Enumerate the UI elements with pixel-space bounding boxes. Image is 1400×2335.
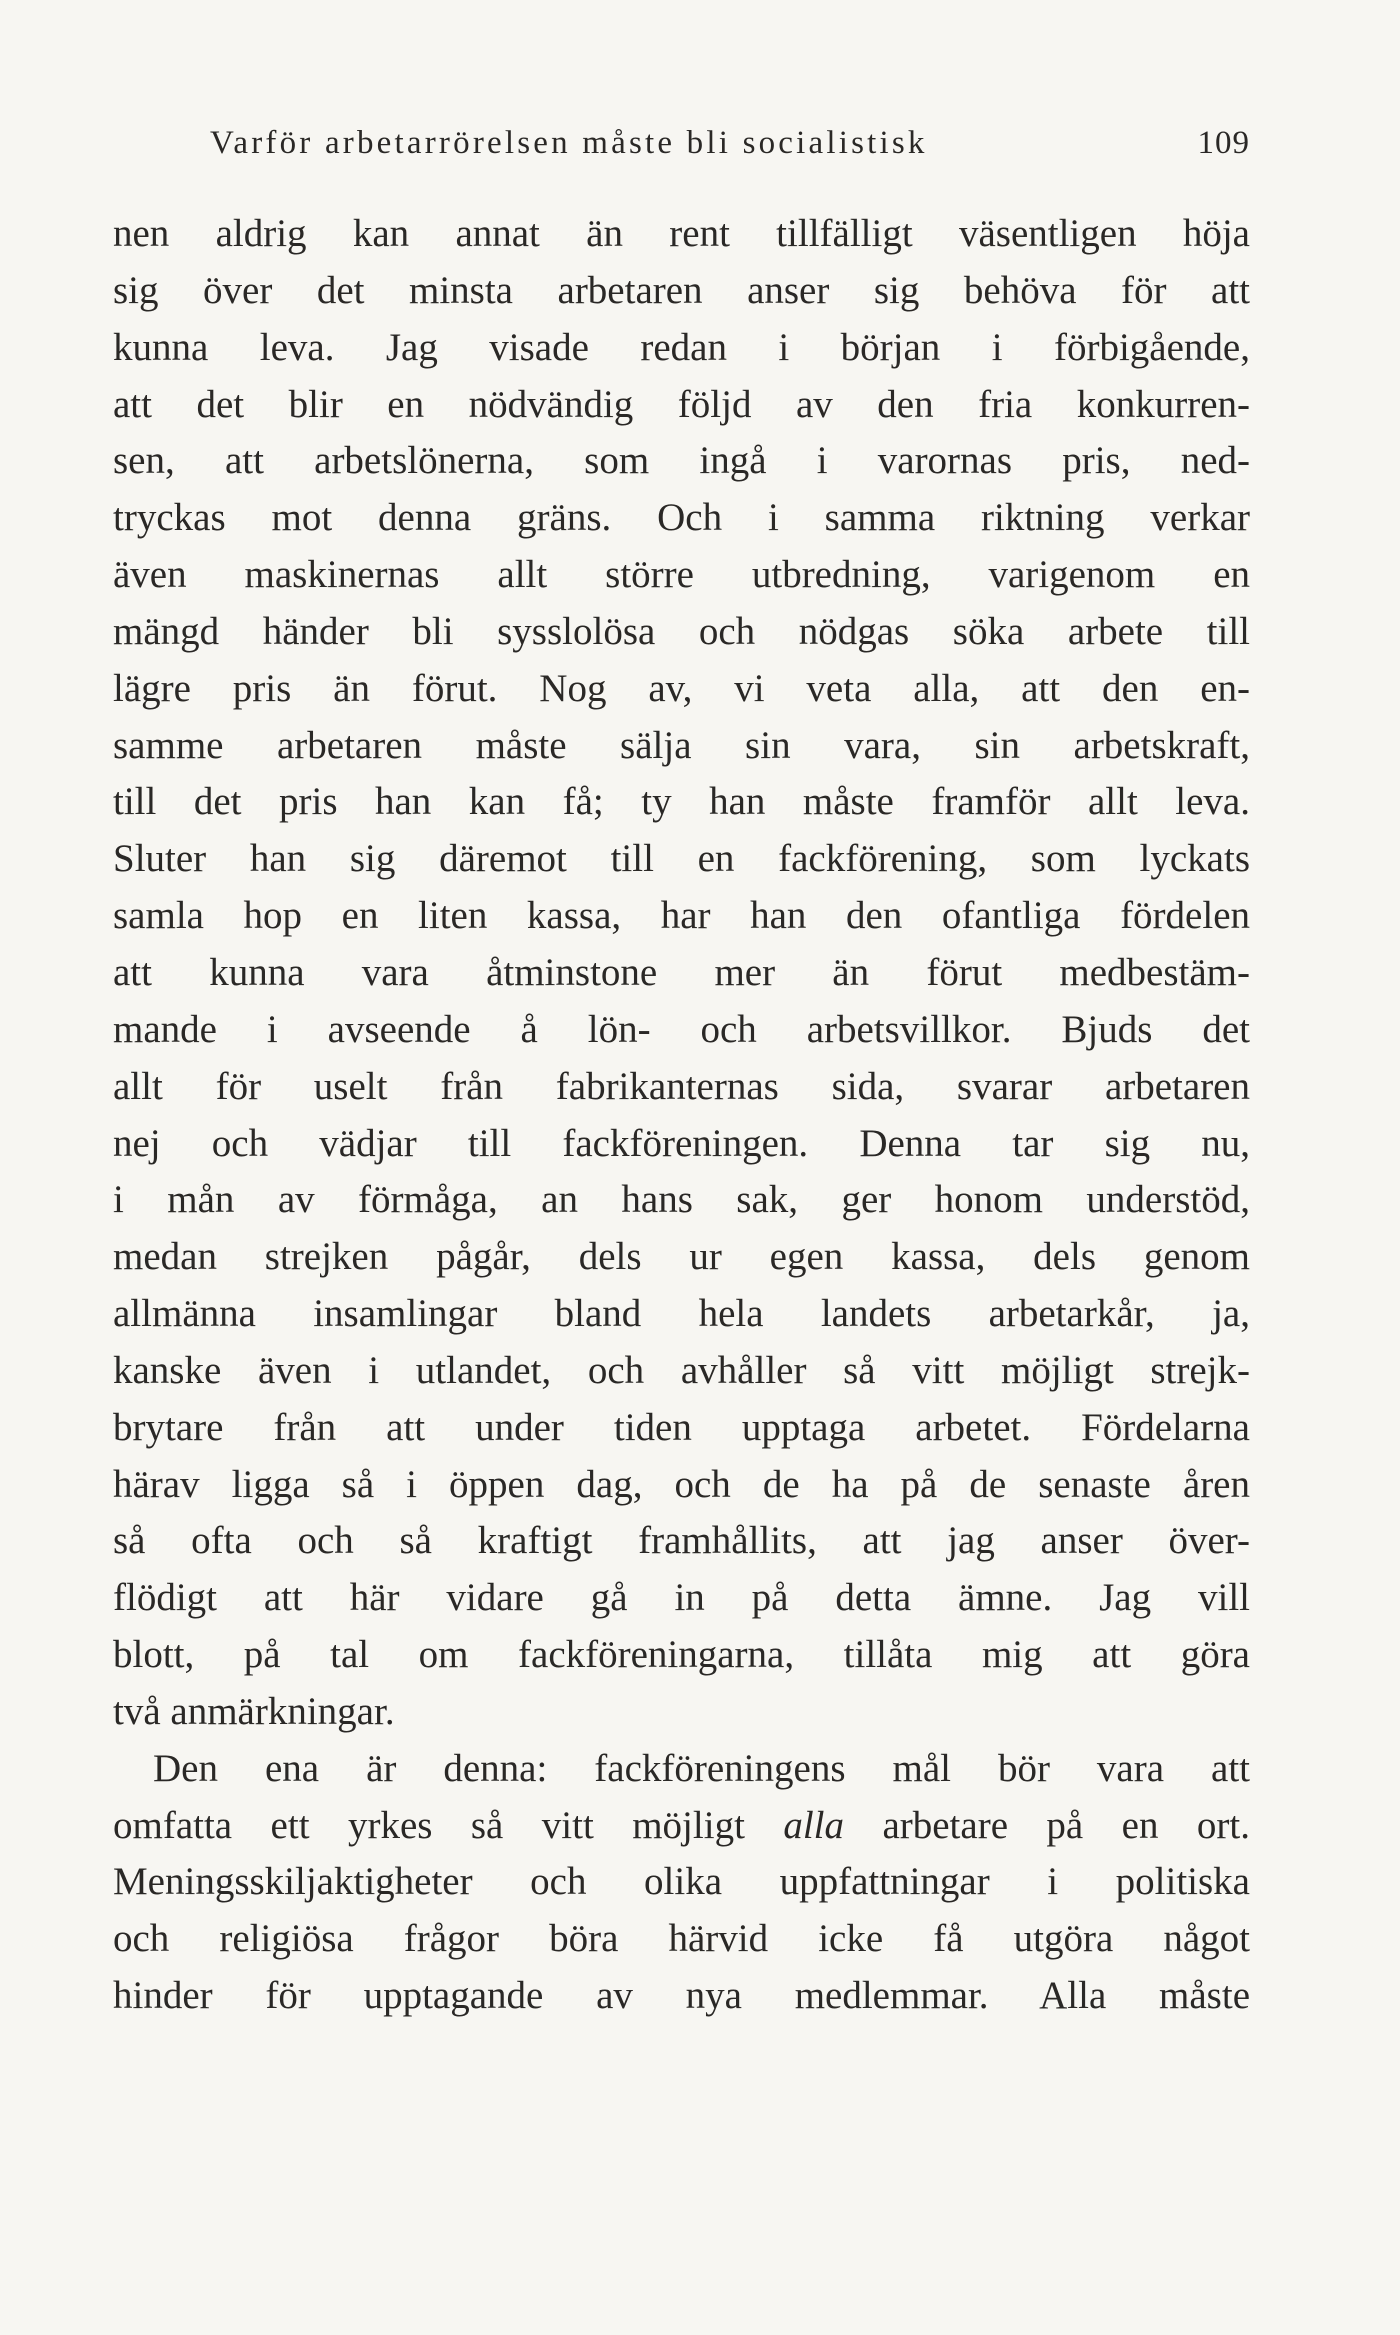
text-line: brytare från att under tiden upptaga arbetet. Fördelarna: [113, 1405, 1250, 1449]
text-line: Sluter han sig däremot till en fackförening, som lyckats: [113, 837, 1250, 881]
text-line: medan strejken pågår, dels ur egen kassa, dels genom: [113, 1235, 1250, 1279]
paragraph-start-line: Den ena är denna: fackföreningens mål bör vara att: [153, 1746, 1250, 1790]
text-line: Meningsskiljaktigheter och olika uppfattningar i politiska: [113, 1860, 1250, 1904]
text-line: att det blir en nödvändig följd av den fria konkurren-: [113, 382, 1250, 426]
text-line: flödigt att här vidare gå in på detta ämne. Jag vill: [113, 1576, 1250, 1620]
text-line: till det pris han kan få; ty han måste framför allt leva.: [113, 780, 1250, 824]
text-line: samla hop en liten kassa, har han den ofantliga fördelen: [113, 894, 1250, 938]
text-segment: arbetare på en ort.: [882, 1803, 1250, 1847]
text-line: mängd händer bli sysslolösa och nödgas söka arbete till: [113, 609, 1250, 653]
text-line: sig över det minsta arbetaren anser sig behöva för att: [113, 268, 1250, 312]
running-header: [210, 125, 1250, 185]
text-line: så ofta och så kraftigt framhållits, att jag anser över-: [113, 1519, 1250, 1563]
text-line: hinder för upptagande av nya medlemmar. Alla måste: [113, 1974, 1250, 2018]
text-line: allt för uselt från fabrikanternas sida, svarar arbetaren: [113, 1064, 1250, 1108]
body-text: [113, 206, 1250, 2025]
text-line: nen aldrig kan annat än rent tillfälligt väsentligen höja: [113, 212, 1250, 255]
text-line: och religiösa frågor böra härvid icke få utgöra något: [113, 1917, 1250, 1961]
text-line: sen, att arbetslönerna, som ingå i varornas pris, ned-: [113, 439, 1250, 483]
text-line: nej och vädjar till fackföreningen. Denna tar sig nu,: [113, 1121, 1250, 1165]
paragraph-end-line: två anmärkningar.: [113, 1689, 395, 1733]
text-line: lägre pris än förut. Nog av, vi veta alla, att den en-: [113, 666, 1250, 710]
text-segment: omfatta ett yrkes så vitt möjligt: [113, 1803, 745, 1847]
text-line: allmänna insamlingar bland hela landets arbetarkår, ja,: [113, 1292, 1250, 1336]
text-line: blott, på tal om fackföreningarna, tillåta mig att göra: [113, 1633, 1250, 1677]
text-line: kunna leva. Jag visade redan i början i förbigående,: [113, 325, 1250, 369]
emphasized-word: alla: [783, 1803, 845, 1847]
text-line: även maskinernas allt större utbredning, varigenom en: [113, 553, 1250, 597]
text-line: i mån av förmåga, an hans sak, ger honom understöd,: [113, 1178, 1250, 1222]
running-title: Varför arbetarrörelsen måste bli socialistisk: [210, 125, 928, 161]
text-line: härav ligga så i öppen dag, och de ha på de senaste åren: [113, 1462, 1250, 1506]
text-line: mande i avseende å lön- och arbetsvillkor. Bjuds det: [113, 1007, 1250, 1051]
text-line: kanske även i utlandet, och avhåller så vitt möjligt strejk-: [113, 1348, 1250, 1392]
page-number: 109: [1197, 125, 1250, 161]
text-line: att kunna vara åtminstone mer än förut medbestäm-: [113, 950, 1250, 994]
text-line-with-emphasis: [113, 1798, 1250, 1855]
text-line: samme arbetaren måste sälja sin vara, sin arbetskraft,: [113, 723, 1250, 767]
text-line: tryckas mot denna gräns. Och i samma riktning verkar: [113, 496, 1250, 540]
